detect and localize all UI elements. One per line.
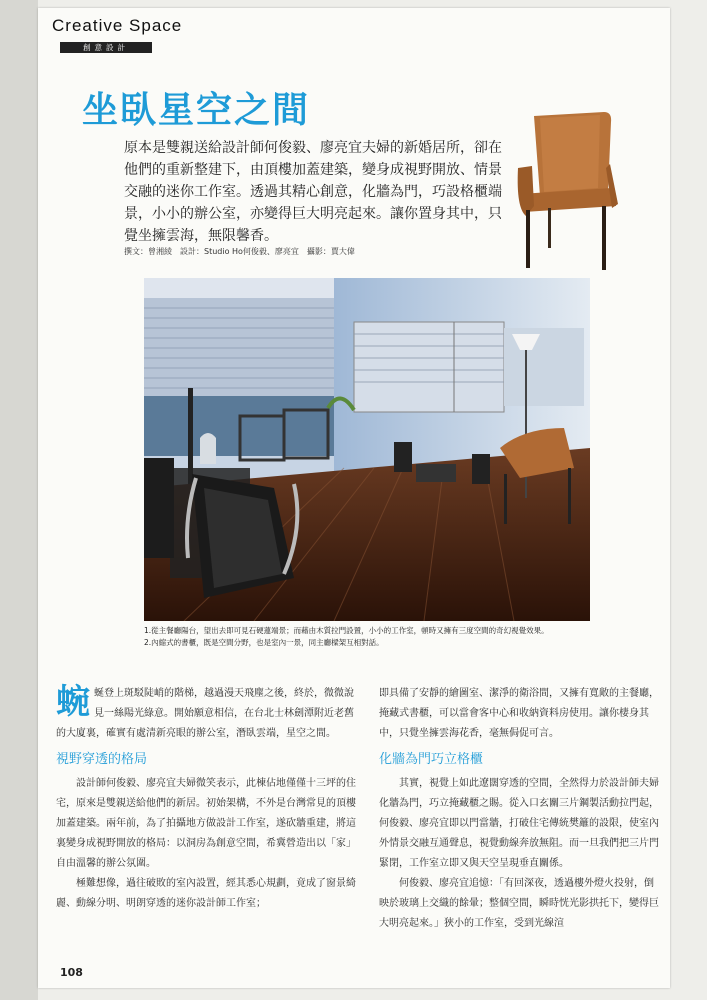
subheading: 視野穿透的格局: [56, 752, 148, 767]
paragraph: 何俊毅、廖亮宜追憶：「有回深夜，透過樓外燈火投射，倒映於玻璃上交織的餘暈；整個空間，瞬時恍光影拱托下，變得巨大明亮起來。」狹小的工作室，受到光線渲: [379, 878, 659, 929]
caption-line: 1.從主餐廳陽台，望出去即可見石硬蓮端景；而藉由木質拉門設置，小小的工作室，頓時又擁有三度空間的奇幻視覺效果。: [144, 626, 549, 635]
article-credits: 撰文：曾湘綾 設計：Studio Ho何俊毅、廖亮宜 攝影：賈大偉: [124, 247, 355, 256]
paragraph: 蜒登上斑駁陡峭的階梯，越過漫天飛塵之後，終於，微微說見一絲陽光綠意。開始願意相信，在台北士林劍潭附近老舊的大廈裏，確實有處清新亮眼的辦公室，潛臥雲端，星空之間。: [56, 688, 354, 739]
paragraph: 極難想像，過往破敗的室內設置，經其悉心規劃，竟成了窗景綺麗、動線分明、明朗穿透的迷你設計師工作室；: [56, 878, 356, 909]
section-header: [52, 16, 183, 52]
paragraph: 即具備了安靜的繪圖室、潔淨的衛浴間，又擁有寬敞的主餐廳，掩藏式書櫃，可以當會客中心和收納資料房使用。讓你棲身其中，只覺坐擁雲海花香，毫無侷促可言。: [379, 688, 659, 739]
section-title: Creative Space: [52, 16, 183, 35]
subheading: 化牆為門巧立格櫃: [379, 752, 484, 767]
caption-line: 2.內縮式的書櫃，既是空間分野，也是室內一景，同主廳樑架互相對話。: [144, 638, 384, 647]
photo-caption: [144, 625, 594, 649]
paragraph: 其實，視覺上如此遼闊穿透的空間，全然得力於設計師夫婦化牆為門，巧立掩藏櫃之賜。從入口玄關三片鋼製活動拉門起，何俊毅、廖亮宜即以門當牆，打破住宅傳統樊籬的設限，使室內外情景交融互通聲息，視覺動線奔放無阻。而一旦我們把三片門緊閉，工作室立即又與天空呈現垂直關係。: [379, 778, 659, 869]
drop-cap: 蜿: [56, 682, 90, 722]
article-intro: 原本是雙親送給設計師何俊毅、廖亮宜夫婦的新婚居所，卻在他們的重新整建下，由頂樓加蓋建築，變身成視野開放、情景交融的迷你工作室。透過其精心創意，化牆為門，巧設格櫃端景，小小的辦公室，亦變得巨大明亮起來。讓你置身其中，只覺坐擁雲海，無限馨香。: [124, 140, 502, 244]
studio-interior-photo: [144, 278, 590, 621]
article-title: 坐臥星空之間: [82, 90, 311, 131]
right-column: [379, 684, 663, 934]
section-subtitle: 創意設計: [60, 42, 152, 53]
scan-edge: [0, 0, 38, 1000]
left-column: [56, 684, 360, 914]
paragraph: 設計師何俊毅、廖亮宜夫婦微笑表示，此棟佔地僅僅十三坪的住宅，原來是雙親送給他們的新居。初始架構，不外是台灣常見的頂樓加蓋建築。兩年前，為了拍攝地方做設計工作室，遂砍牆重建，將這裏變身成視野開放的格局：以洞房為創意空間，希冀營造出以「家」自由溫馨的辦公氛圍。: [56, 778, 356, 869]
leather-chair-photo: [514, 108, 620, 272]
page-number: 108: [60, 966, 83, 979]
